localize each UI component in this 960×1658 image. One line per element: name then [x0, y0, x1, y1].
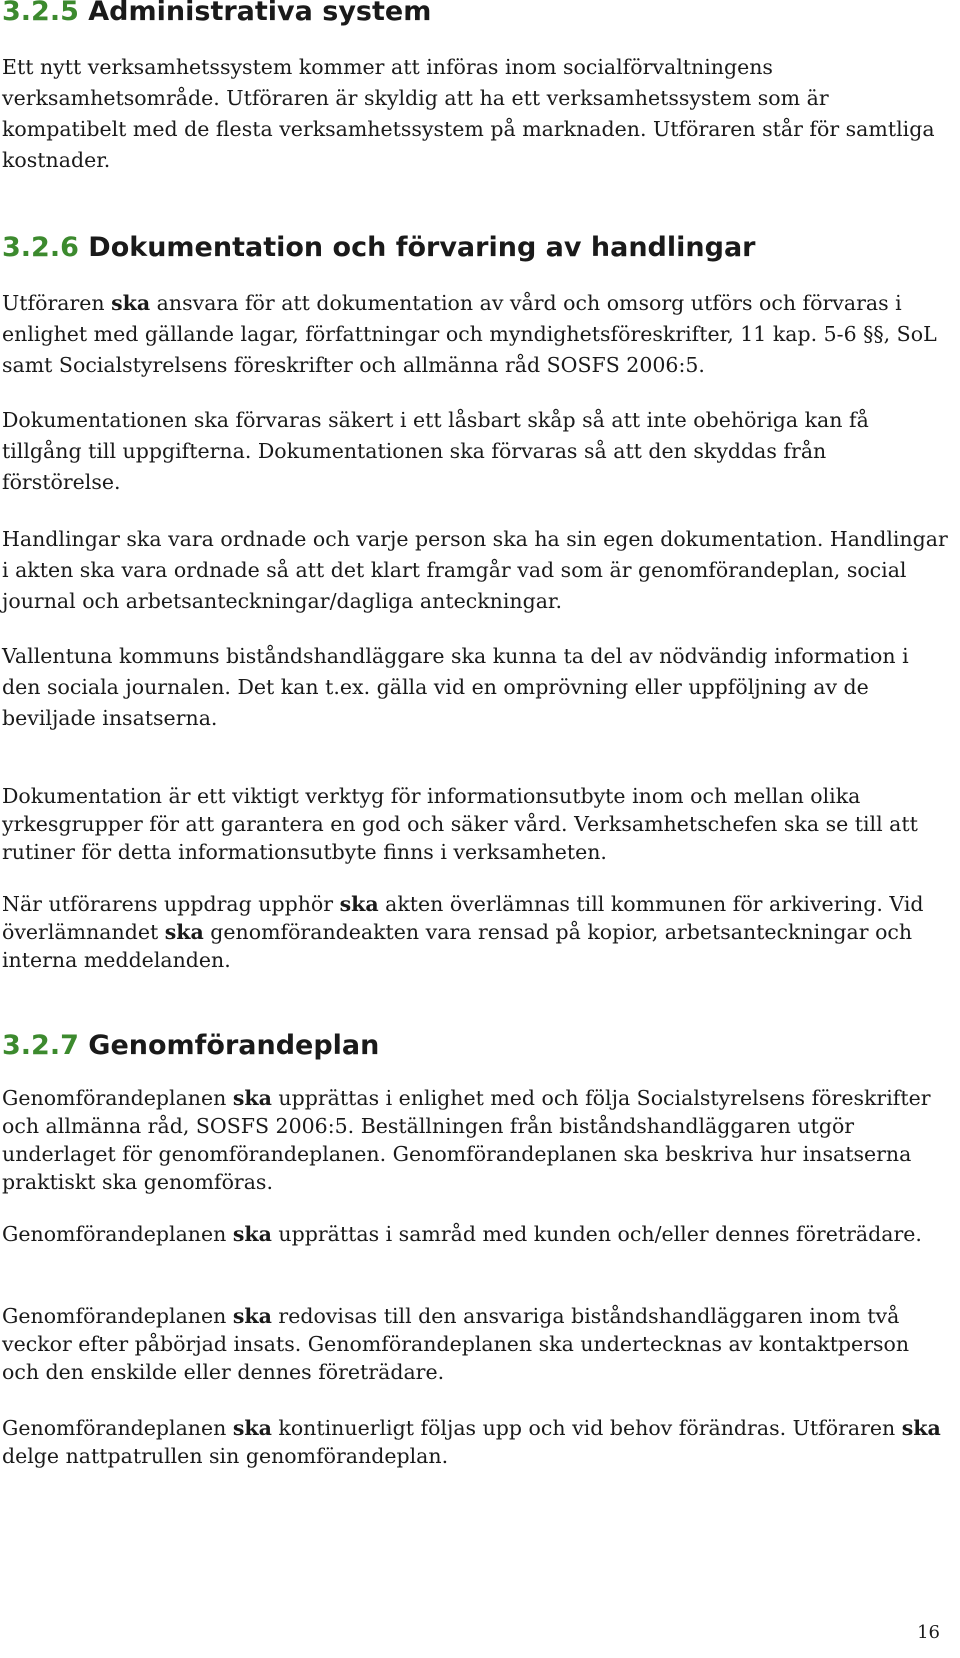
section-number: 3.2.7 — [2, 1030, 79, 1061]
paragraph: Handlingar ska vara ordnade och varje person ska ha sin egen dokumentation. Handlingar i akten ska vara ordnade så att det klart framgår vad som är genomförandeplan, social journal och arbetsanteckningar/dagliga anteckningar. — [2, 527, 948, 613]
paragraph: Vallentuna kommuns biståndshandläggare ska kunna ta del av nödvändig information i den sociala journalen. Det kan t.ex. gälla vid en omprövning eller uppföljning av de beviljade insatserna. — [2, 644, 909, 730]
paragraph: Genomförandeplanen ska kontinuerligt följas upp och vid behov förändras. Utföraren ska delge nattpatrullen sin genomförandeplan. — [2, 1416, 941, 1468]
paragraph: Genomförandeplanen ska redovisas till den ansvariga biståndshandläggaren inom två veckor efter påbörjad insats. Genomförandeplanen ska undertecknas av kontaktperson och den enskilde eller dennes företrädare. — [2, 1304, 910, 1384]
paragraph: När utförarens uppdrag upphör ska akten överlämnas till kommunen för arkivering. Vid överlämnandet ska genomförandeakten vara rensad på kopior, arbetsanteckningar och interna meddelanden. — [2, 892, 924, 972]
section-heading-3-2-7 — [2, 1030, 379, 1062]
section-number: 3.2.6 — [2, 232, 79, 263]
section-heading-3-2-5 — [2, 0, 431, 28]
section-number: 3.2.5 — [2, 0, 79, 27]
paragraph: Genomförandeplanen ska upprättas i samråd med kunden och/eller dennes företrädare. — [2, 1222, 922, 1246]
paragraph: Utföraren ska ansvara för att dokumentation av vård och omsorg utförs och förvaras i enlighet med gällande lagar, författningar och myndighetsföreskrifter, 11 kap. 5-6 §§, SoL samt Socialstyrelsens föreskrifter och allmänna råd SOSFS 2006:5. — [2, 291, 937, 377]
paragraph: Ett nytt verksamhetssystem kommer att införas inom socialförvaltningens verksamhetsområde. Utföraren är skyldig att ha ett verksamhetssystem som är kompatibelt med de flesta verksamhetssystem på marknaden. Utföraren står för samtliga kostnader. — [2, 55, 935, 172]
section-title: Administrativa system — [88, 0, 432, 27]
paragraph: Genomförandeplanen ska upprättas i enlighet med och följa Socialstyrelsens föreskrifter och allmänna råd, SOSFS 2006:5. Beställningen från biståndshandläggaren utgör underlaget för genomförandeplanen. Genomförandeplanen ska beskriva hur insatserna praktiskt ska genomföras. — [2, 1086, 931, 1194]
page-number: 16 — [917, 1622, 940, 1643]
paragraph: Dokumentation är ett viktigt verktyg för informationsutbyte inom och mellan olika yrkesgrupper för att garantera en god och säker vård. Verksamhetschefen ska se till att rutiner för detta informationsutbyte finns i verksamheten. — [2, 784, 918, 864]
section-title: Dokumentation och förvaring av handlingar — [88, 232, 756, 263]
section-heading-3-2-6 — [2, 232, 755, 264]
paragraph: Dokumentationen ska förvaras säkert i ett låsbart skåp så att inte obehöriga kan få tillgång till uppgifterna. Dokumentationen ska förvaras så att den skyddas från förstörelse. — [2, 408, 869, 494]
section-title: Genomförandeplan — [88, 1030, 380, 1061]
